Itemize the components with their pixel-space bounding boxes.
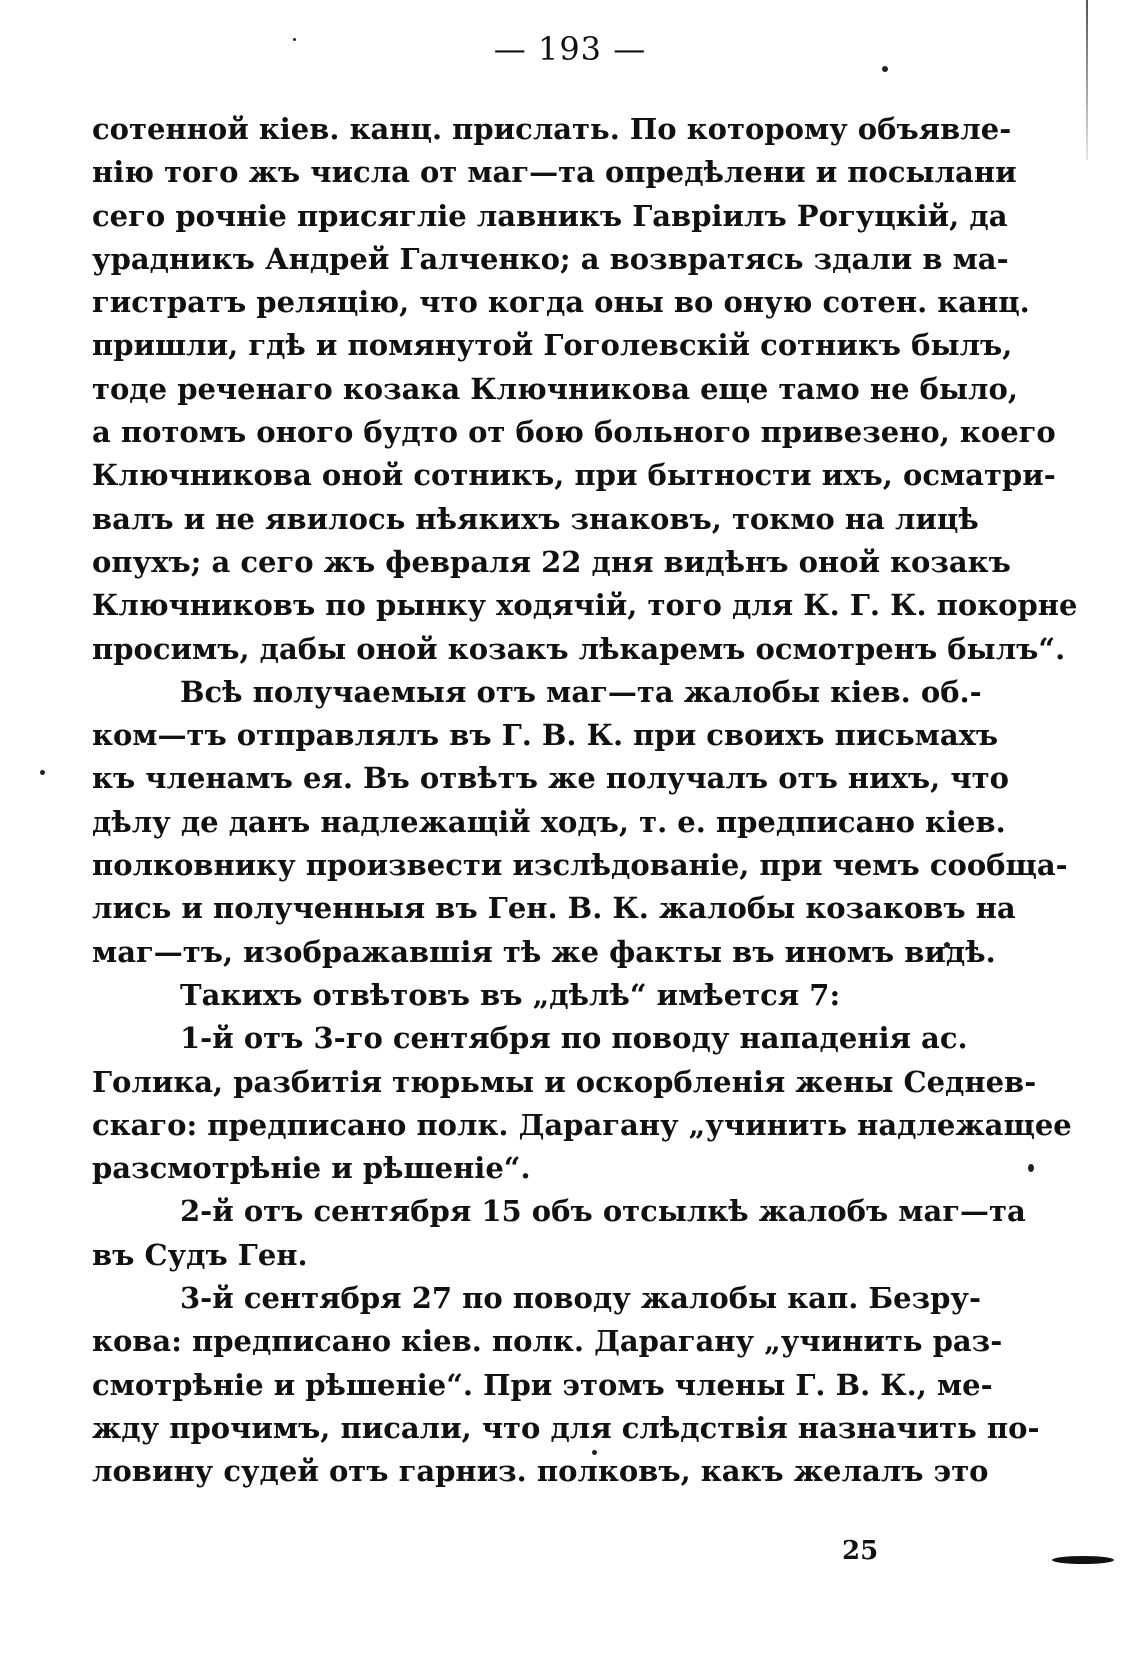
text-line: нію того жъ числа от маг—та опредѣлени и посылани bbox=[92, 155, 1017, 190]
text-line: Ключникова оной сотникъ, при бытности ихъ, осматри- bbox=[92, 458, 1056, 493]
text-line: 1-й отъ 3-го сентября по поводу нападенія ас. bbox=[180, 1021, 968, 1056]
text-line: сего рочніе присягліе лавникъ Гавріилъ Рогуцкій, да bbox=[92, 198, 1008, 233]
text-line: а потомъ оного будто от бою больного привезено, коего bbox=[92, 415, 1056, 450]
scan-speck bbox=[40, 770, 45, 775]
text-line: къ членамъ ея. Въ отвѣтъ же получалъ отъ нихъ, что bbox=[92, 761, 1009, 796]
text-line: лись и полученныя въ Ген. В. К. жалобы козаковъ на bbox=[92, 891, 1016, 926]
signature-mark: 25 bbox=[842, 1536, 879, 1566]
text-line: 3-й сентября 27 по поводу жалобы кап. Безру- bbox=[180, 1281, 981, 1316]
text-line: урадникъ Андрей Галченко; а возвратясь здали в ма- bbox=[92, 241, 1009, 276]
text-line: гистратъ реляцію, что когда оны во оную сотен. канц. bbox=[92, 285, 1030, 320]
scan-border-line bbox=[1086, 0, 1088, 160]
text-line: разсмотрѣніе и рѣшеніе“. bbox=[92, 1151, 531, 1186]
scan-edge-mark bbox=[1052, 1556, 1114, 1564]
text-line: Ключниковъ по рынку ходячій, того для К. Г. К. покорне bbox=[92, 588, 1078, 623]
body-text bbox=[92, 108, 1078, 1494]
text-line: ловину судей отъ гарниз. полковъ, какъ желалъ это bbox=[92, 1454, 989, 1489]
text-line: жду прочимъ, писали, что для слѣдствія назначить по- bbox=[92, 1410, 1040, 1445]
text-line: въ Судъ Ген. bbox=[92, 1237, 308, 1272]
text-line: 2-й отъ сентября 15 объ отсылкѣ жалобъ маг—та bbox=[180, 1194, 1026, 1229]
text-line: ком—тъ отправлялъ въ Г. В. К. при своихъ письмахъ bbox=[92, 718, 999, 753]
text-line: Голика, разбитія тюрьмы и оскорбленія жены Седнев- bbox=[92, 1064, 1037, 1099]
text-line: Всѣ получаемыя отъ маг—та жалобы кіев. об.- bbox=[180, 674, 982, 709]
text-line: Такихъ отвѣтовъ въ „дѣлѣ“ имѣется 7: bbox=[180, 977, 841, 1012]
text-line: кова: предписано кіев. полк. Дарагану „учинить раз- bbox=[92, 1324, 1003, 1359]
text-line: дѣлу де данъ надлежащій ходъ, т. е. предписано кіев. bbox=[92, 804, 1006, 839]
text-line: смотрѣніе и рѣшеніе“. При этомъ члены Г. В. К., ме- bbox=[92, 1367, 993, 1402]
scan-speck bbox=[1028, 1164, 1034, 1172]
text-line: просимъ, дабы оной козакъ лѣкаремъ осмотренъ былъ“. bbox=[92, 631, 1066, 666]
text-line: маг—тъ, изображавшія тѣ же факты въ иномъ видѣ. bbox=[92, 934, 996, 969]
text-line: тоде реченаго козака Ключникова еще тамо не было, bbox=[92, 371, 1018, 406]
page-number: — 193 — bbox=[493, 30, 647, 68]
text-line: сотенной кіев. канц. прислать. По которому объявле- bbox=[92, 112, 1012, 146]
text-line: опухъ; а сего жъ февраля 22 дня видѣнъ оной козакъ bbox=[92, 544, 1011, 579]
text-line: полковнику произвести изслѣдованіе, при чемъ сообща- bbox=[92, 848, 1068, 883]
text-line: валъ и не явилось нѣякихъ знаковъ, токмо на лицѣ bbox=[92, 501, 979, 536]
text-line: пришли, гдѣ и помянутой Гоголевскій сотникъ былъ, bbox=[92, 328, 1013, 363]
text-line: скаго: предписано полк. Дарагану „учинить надлежащее bbox=[92, 1107, 1072, 1142]
